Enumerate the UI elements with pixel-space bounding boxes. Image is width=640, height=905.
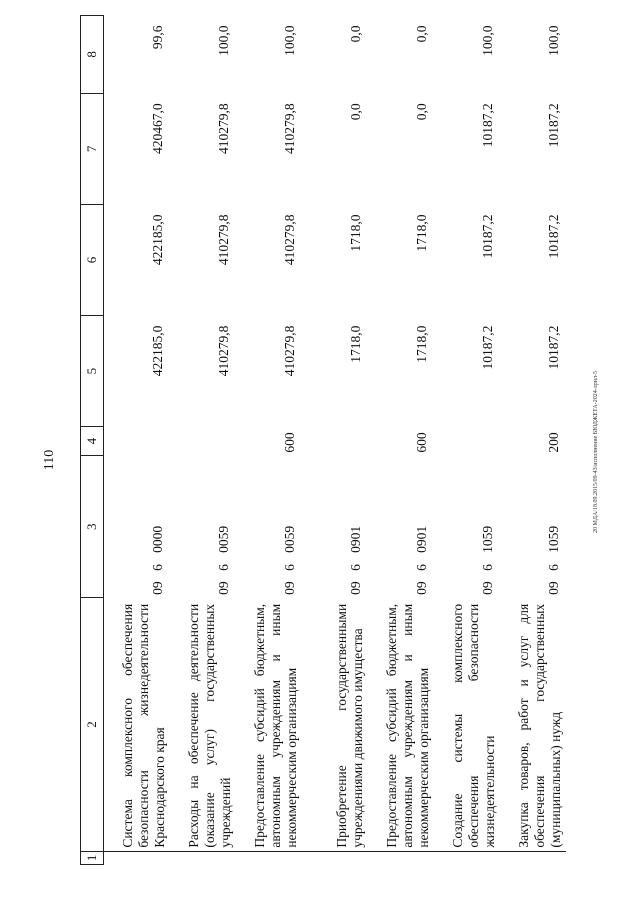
header-cell: 7: [81, 93, 104, 204]
table-row: [500, 16, 566, 865]
table-row: [104, 16, 170, 865]
table-row: [170, 16, 236, 865]
row-blank-cell: [368, 851, 434, 864]
header-cell: 8: [81, 16, 104, 94]
row-code: [434, 456, 500, 598]
row-value-7: 410279,8: [215, 103, 231, 154]
row-name: Предоставление субсидий бюджетным, автономным учреждениям и иным некоммерческим организациям: [368, 598, 434, 851]
row-value-8: 100,0: [479, 25, 495, 56]
row-expense-type: 600: [413, 432, 429, 453]
row-value-8: 0,0: [413, 25, 429, 43]
row-name: Закупка товаров, работ и услуг для обеспечения государственных (муниципальных) нужд: [500, 598, 566, 851]
row-name: Приобретение государственными учреждениями движимого имущества: [302, 598, 368, 851]
table-row: [368, 16, 434, 865]
row-expense-type: 600: [281, 432, 297, 453]
code-part-3: 1059: [545, 525, 561, 553]
row-code: [302, 456, 368, 598]
row-blank-cell: [302, 851, 368, 864]
code-part-1: 09: [347, 581, 363, 595]
row-value-5: 10187,2: [479, 325, 495, 370]
row-value-5: 422185,0: [149, 325, 165, 377]
code-part-1: 09: [215, 581, 231, 595]
row-value-8: 100,0: [215, 25, 231, 56]
row-expense-type: [302, 427, 368, 456]
code-part-1: 09: [479, 581, 495, 595]
table-row: [434, 16, 500, 865]
row-expense-type: 200: [545, 432, 561, 453]
code-part-2: 6: [149, 564, 165, 571]
row-value-5: 1718,0: [413, 325, 429, 363]
header-cell: 5: [81, 316, 104, 427]
row-expense-type: [104, 427, 170, 456]
code-part-1: 09: [545, 581, 561, 595]
budget-table-sheet: [80, 15, 600, 865]
row-value-5: 1718,0: [347, 325, 363, 363]
row-code: [170, 456, 236, 598]
row-value-8: 0,0: [347, 25, 363, 43]
row-expense-type: [434, 427, 500, 456]
code-part-1: 09: [413, 581, 429, 595]
row-value-7: 420467,0: [149, 103, 165, 154]
row-code: [500, 456, 566, 598]
budget-table: [80, 15, 566, 865]
row-value-7: 0,0: [347, 103, 363, 121]
row-blank-cell: [434, 851, 500, 864]
row-value-8: 100,0: [281, 25, 297, 56]
row-value-5: 410279,8: [281, 325, 297, 377]
code-part-3: 1059: [479, 525, 495, 553]
code-part-3: 0901: [347, 525, 363, 553]
page-number: 110: [42, 449, 58, 471]
row-code: [368, 456, 434, 598]
row-value-6: 410279,8: [215, 214, 231, 266]
table-row: [236, 16, 302, 865]
table-header-row: [81, 16, 104, 865]
code-part-2: 6: [545, 564, 561, 571]
table-row: [302, 16, 368, 865]
code-part-2: 6: [479, 564, 495, 571]
row-value-7: 0,0: [413, 103, 429, 121]
row-code: [236, 456, 302, 598]
footer-text: 20 МДА/18.09.2015/09-43/исполнение БЮДЖЕТА-2024-лрил-5: [593, 371, 599, 533]
code-part-2: 6: [347, 564, 363, 571]
code-part-2: 6: [281, 564, 297, 571]
row-blank-cell: [170, 851, 236, 864]
row-value-6: 410279,8: [281, 214, 297, 266]
row-value-7: 410279,8: [281, 103, 297, 154]
code-part-3: 0059: [215, 525, 231, 553]
code-part-3: 0000: [149, 525, 165, 553]
row-name: Предоставление субсидий бюджетным, автономным учреждениям и иным некоммерческим организациям: [236, 598, 302, 851]
row-blank-cell: [104, 851, 170, 864]
row-value-6: 10187,2: [545, 214, 561, 259]
header-cell: 6: [81, 204, 104, 315]
code-part-1: 09: [281, 581, 297, 595]
row-value-7: 10187,2: [479, 103, 495, 148]
header-cell: 1: [81, 851, 104, 864]
row-name: Система комплексного обеспечения безопасности жизнедеятельности Краснодарского края: [104, 598, 170, 851]
row-expense-type: [170, 427, 236, 456]
header-cell: 4: [81, 427, 104, 456]
row-name: Создание системы комплексного обеспечения безопасности жизнедеятельности: [434, 598, 500, 851]
row-value-6: 1718,0: [347, 214, 363, 252]
row-name: Расходы на обеспечение деятельности (оказание услуг) государственных учреждений: [170, 598, 236, 851]
row-value-5: 410279,8: [215, 325, 231, 377]
code-part-2: 6: [215, 564, 231, 571]
code-part-3: 0059: [281, 525, 297, 553]
code-part-1: 09: [149, 581, 165, 595]
row-value-6: 10187,2: [479, 214, 495, 259]
row-code: [104, 456, 170, 598]
code-part-2: 6: [413, 564, 429, 571]
row-value-8: 99,6: [149, 25, 165, 50]
row-value-6: 422185,0: [149, 214, 165, 266]
row-value-8: 100,0: [545, 25, 561, 56]
row-blank-cell: [236, 851, 302, 864]
row-value-5: 10187,2: [545, 325, 561, 370]
row-value-6: 1718,0: [413, 214, 429, 252]
row-blank-cell: [500, 851, 566, 864]
header-cell: 2: [81, 598, 104, 851]
row-value-7: 10187,2: [545, 103, 561, 148]
header-cell: 3: [81, 456, 104, 598]
code-part-3: 0901: [413, 525, 429, 553]
